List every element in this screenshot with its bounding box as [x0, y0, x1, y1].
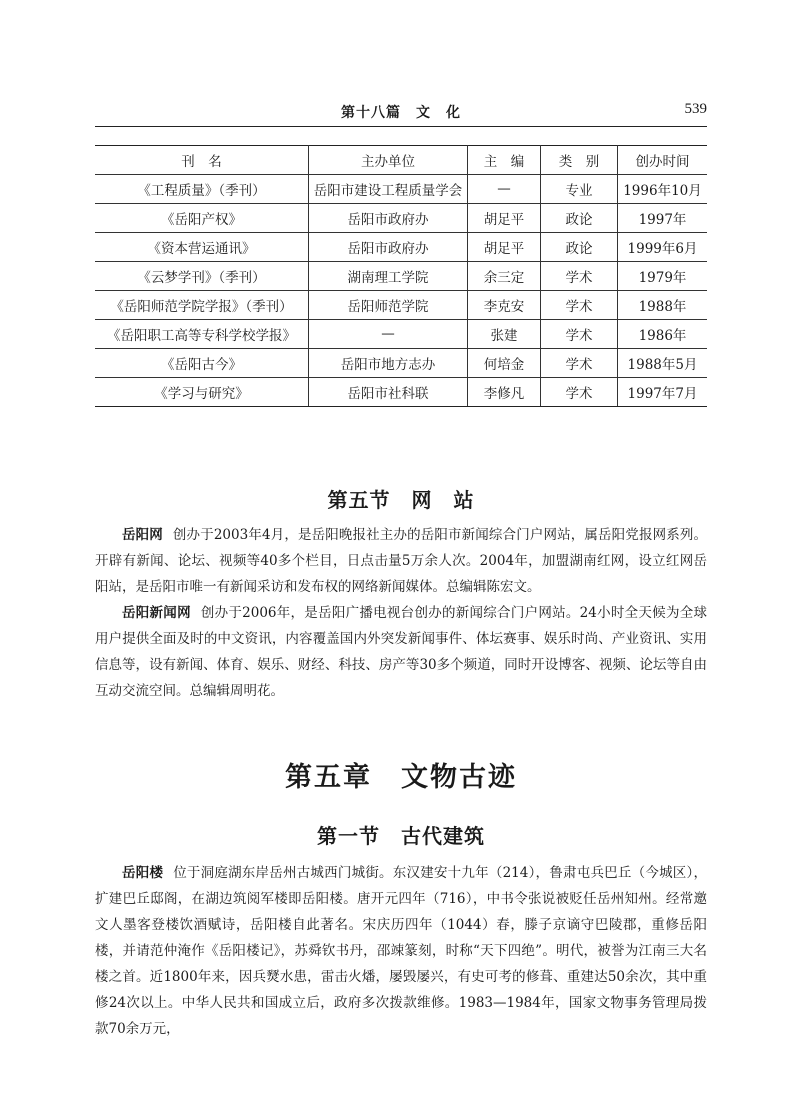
table-row	[95, 378, 707, 407]
cell-editor: 余三定	[468, 262, 541, 291]
entry-term: 岳阳新闻网	[122, 605, 191, 621]
table-row	[95, 349, 707, 378]
cell-name: 《岳阳古今》	[95, 349, 309, 378]
table-row	[95, 233, 707, 262]
cell-category: 专业	[541, 175, 618, 204]
entry-paragraph	[95, 522, 707, 600]
cell-category: 学术	[541, 378, 618, 407]
cell-organizer: 岳阳市地方志办	[309, 349, 468, 378]
cell-name: 《工程质量》（季刊）	[95, 175, 309, 204]
table-row	[95, 262, 707, 291]
cell-founded: 1997年	[618, 204, 708, 233]
cell-organizer: 湖南理工学院	[309, 262, 468, 291]
cell-category: 政论	[541, 233, 618, 262]
cell-name: 《岳阳职工高等专科学校学报》	[95, 320, 309, 349]
cell-founded: 1986年	[618, 320, 708, 349]
running-header	[95, 98, 707, 127]
cell-founded: 1997年7月	[618, 378, 708, 407]
table-row	[95, 291, 707, 320]
table-row	[95, 175, 707, 204]
cell-organizer: 岳阳市政府办	[309, 204, 468, 233]
entry-paragraph	[95, 600, 707, 704]
cell-name: 《云梦学刊》（季刊）	[95, 262, 309, 291]
cell-organizer: 岳阳师范学院	[309, 291, 468, 320]
column-header-founded: 创办时间	[618, 146, 708, 175]
page-number: 539	[684, 101, 707, 117]
cell-founded: 1988年	[618, 291, 708, 320]
cell-editor: 胡足平	[468, 204, 541, 233]
column-header-name: 刊 名	[95, 146, 309, 175]
cell-name: 《岳阳师范学院学报》（季刊）	[95, 291, 309, 320]
cell-category: 政论	[541, 204, 618, 233]
cell-editor: 李克安	[468, 291, 541, 320]
cell-category: 学术	[541, 291, 618, 320]
cell-founded: 1979年	[618, 262, 708, 291]
entry-text: 位于洞庭湖东岸岳州古城西门城街。东汉建安十九年（214），鲁肃屯兵巴丘（今城区），扩建巴丘邸阁，在湖边筑阅军楼即岳阳楼。唐开元四年（716），中书令张说被贬任岳州知州。经常邀文人墨客登楼饮酒赋诗，岳阳楼自此著名。宋庆历四年（1044）春，滕子京谪守巴陵郡，重修岳阳楼，并请范仲淹作《岳阳楼记》，苏舜钦书丹，邵竦篆刻，时称“天下四绝”。明代，被誉为江南三大名楼之首。近1800年来，因兵燹水患，雷击火燔，屡毁屡兴，有史可考的修葺、重建达50余次，其中重修24次以上。中华人民共和国成立后，政府多次拨款维修。1983—1984年，国家文物事务管理局拨款70余万元，	[95, 865, 707, 1037]
cell-name: 《岳阳产权》	[95, 204, 309, 233]
section-heading-architecture: 第一节 古代建筑	[317, 824, 485, 848]
cell-organizer: —	[309, 320, 468, 349]
cell-category: 学术	[541, 349, 618, 378]
column-header-organizer: 主办单位	[309, 146, 468, 175]
part-title: 第十八篇 文 化	[341, 105, 461, 121]
cell-organizer: 岳阳市建设工程质量学会	[309, 175, 468, 204]
section-heading-websites: 第五节 网 站	[327, 488, 475, 512]
entry-term: 岳阳网	[122, 527, 163, 543]
column-header-category: 类 别	[541, 146, 618, 175]
table-row	[95, 320, 707, 349]
cell-organizer: 岳阳市社科联	[309, 378, 468, 407]
entry-paragraph	[95, 860, 707, 1042]
column-header-editor: 主 编	[468, 146, 541, 175]
cell-founded: 1996年10月	[618, 175, 708, 204]
entry-text: 创办于2003年4月，是岳阳晚报社主办的岳阳市新闻综合门户网站，属岳阳党报网系列。开辟有新闻、论坛、视频等40多个栏目，日点击量5万余人次。2004年，加盟湖南红网，设立红网岳阳站，是岳阳市唯一有新闻采访和发布权的网络新闻媒体。总编辑陈宏文。	[95, 527, 707, 595]
cell-category: 学术	[541, 262, 618, 291]
cell-editor: —	[468, 175, 541, 204]
table-header-row	[95, 146, 707, 175]
entry-term: 岳阳楼	[122, 865, 164, 881]
journals-table	[95, 145, 707, 407]
cell-editor: 张建	[468, 320, 541, 349]
table-row	[95, 204, 707, 233]
cell-editor: 何培金	[468, 349, 541, 378]
cell-founded: 1999年6月	[618, 233, 708, 262]
cell-editor: 胡足平	[468, 233, 541, 262]
entry-text: 创办于2006年，是岳阳广播电视台创办的新闻综合门户网站。24小时全天候为全球用户提供全面及时的中文资讯，内容覆盖国内外突发新闻事件、体坛赛事、娱乐时尚、产业资讯、实用信息等，设有新闻、体育、娱乐、财经、科技、房产等30多个频道，同时开设博客、视频、论坛等自由互动交流空间。总编辑周明花。	[95, 605, 707, 699]
cell-editor: 李修凡	[468, 378, 541, 407]
cell-name: 《资本营运通讯》	[95, 233, 309, 262]
cell-founded: 1988年5月	[618, 349, 708, 378]
cell-organizer: 岳阳市政府办	[309, 233, 468, 262]
cell-category: 学术	[541, 320, 618, 349]
chapter-heading: 第五章 文物古迹	[285, 762, 517, 793]
cell-name: 《学习与研究》	[95, 378, 309, 407]
